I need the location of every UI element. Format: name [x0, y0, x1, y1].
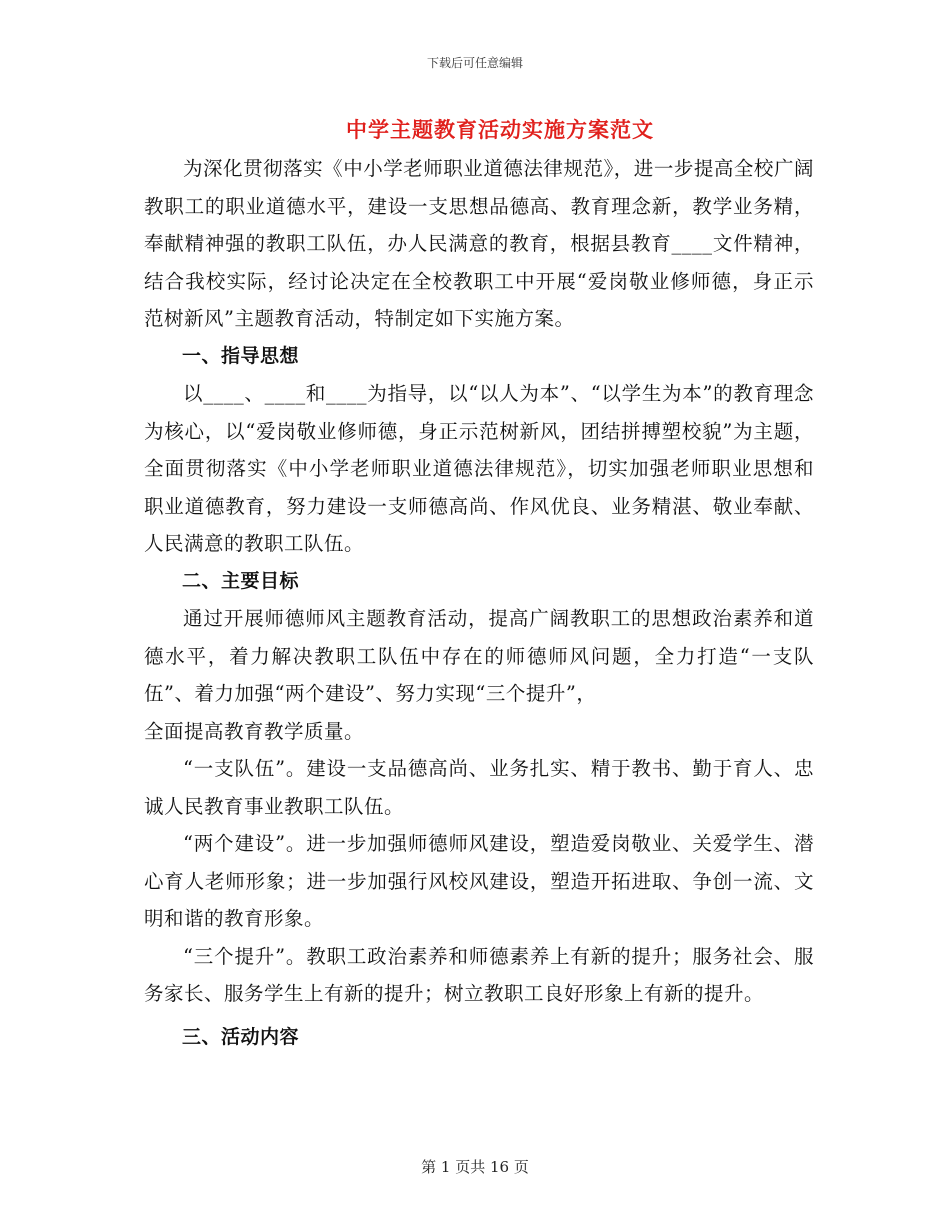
goal-two-constructions-paragraph: “两个建设”。进一步加强师德师风建设，塑造爱岗敬业、关爱学生、潜心育人老师形象；进一步加强行风校风建设，塑造开拓进取、争创一流、文明和谐的教育形象。: [144, 832, 814, 930]
goal-one-team-paragraph: “一支队伍”。建设一支品德高尚、业务扎实、精于教书、勤于育人、忠诚人民教育事业教职工队伍。: [144, 757, 814, 818]
intro-paragraph: 为深化贯彻落实《中小学老师职业道德法律规范》，进一步提高全校广阔教职工的职业道德水平，建设一支思想品德高、教育理念新，教学业务精，奉献精神强的教职工队伍，办人民满意的教育，根据县教育____文件精神，结合我校实际，经讨论决定在全校教职工中开展“爱岗敬业修师德，身正示范树新风”主题教育活动，特制定如下实施方案。: [144, 157, 814, 330]
main-goals-paragraph: 通过开展师德师风主题教育活动，提高广阔教职工的思想政治素养和道德水平，着力解决教职工队伍中存在的师德师风问题，全力打造“一支队伍”、着力加强“两个建设”、努力实现“三个提升”，: [144, 607, 814, 705]
document-title: 中学主题教育活动实施方案范文: [346, 117, 654, 142]
page-number: 第 1 页共 16 页: [421, 1158, 529, 1176]
main-goals-paragraph-continued: 全面提高教育教学质量。: [144, 719, 365, 743]
document-body: [144, 150, 814, 1056]
section-heading-main-goals: 二、主要目标: [182, 569, 300, 592]
section-heading-guiding-ideology: 一、指导思想: [182, 344, 300, 367]
goal-three-improvements-paragraph: “三个提升”。教职工政治素养和师德素养上有新的提升；服务社会、服务家长、服务学生上有新的提升；树立教职工良好形象上有新的提升。: [144, 944, 814, 1005]
header-note: 下载后可任意编辑: [426, 56, 523, 70]
guiding-ideology-paragraph: 以____、____和____为指导，以“以人为本”、“以学生为本”的教育理念为核心，以“爱岗敬业修师德，身正示范树新风，团结拼搏塑校貌”为主题，全面贯彻落实《中小学老师职业道德法律规范》，切实加强老师职业思想和职业道德教育，努力建设一支师德高尚、作风优良、业务精湛、敬业奉献、人民满意的教职工队伍。: [144, 382, 814, 555]
section-heading-activity-content: 三、活动内容: [182, 1025, 300, 1048]
